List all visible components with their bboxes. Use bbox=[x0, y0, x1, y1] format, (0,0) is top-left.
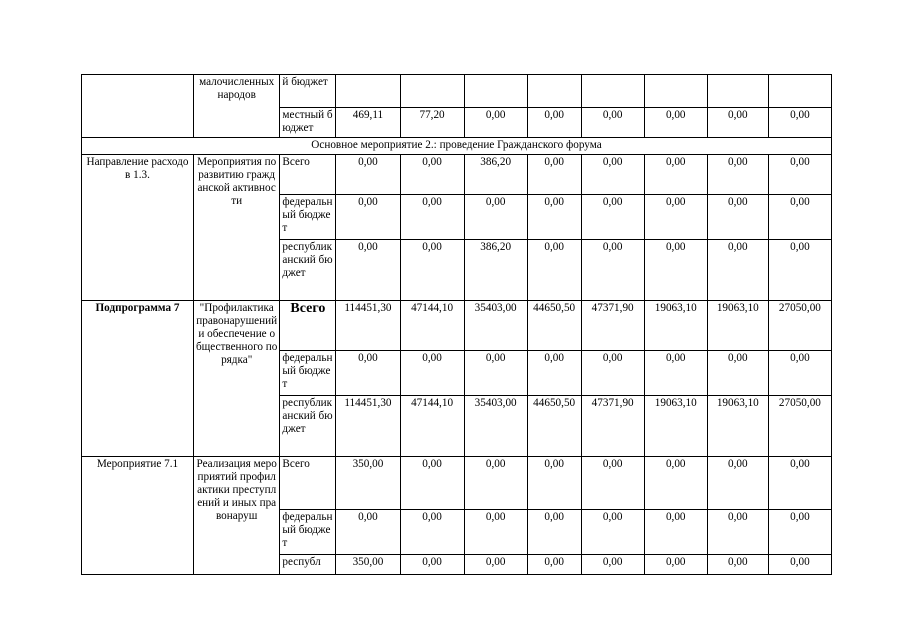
section-title: Основное мероприятие 2.: проведение Гражданского форума bbox=[82, 138, 832, 155]
source-cell: Всего bbox=[280, 301, 336, 351]
value-cell: 47371,90 bbox=[581, 396, 644, 457]
value-cell: 19063,10 bbox=[644, 301, 707, 351]
source-cell: республиканский бюджет bbox=[280, 240, 336, 301]
table-row bbox=[82, 155, 832, 195]
value-cell: 0,00 bbox=[464, 195, 527, 240]
source-cell: Всего bbox=[280, 155, 336, 195]
value-cell: 386,20 bbox=[464, 240, 527, 301]
value-cell: 47144,10 bbox=[400, 301, 464, 351]
value-cell: 0,00 bbox=[707, 195, 768, 240]
value-cell: 0,00 bbox=[336, 510, 400, 555]
value-cell: 0,00 bbox=[400, 195, 464, 240]
name-cell: Мероприятия по развитию гражданской активности bbox=[193, 155, 279, 301]
value-cell: 0,00 bbox=[644, 457, 707, 510]
table-row bbox=[82, 457, 832, 510]
value-cell: 44650,50 bbox=[527, 396, 581, 457]
source-cell: Всего bbox=[280, 457, 336, 510]
value-cell: 0,00 bbox=[400, 457, 464, 510]
value-cell: 0,00 bbox=[707, 457, 768, 510]
source-cell: федеральный бюджет bbox=[280, 195, 336, 240]
value-cell: 0,00 bbox=[527, 240, 581, 301]
value-cell: 0,00 bbox=[336, 155, 400, 195]
value-cell: 0,00 bbox=[581, 510, 644, 555]
value-cell: 0,00 bbox=[581, 108, 644, 138]
value-cell: 0,00 bbox=[707, 510, 768, 555]
value-cell: 0,00 bbox=[768, 155, 831, 195]
value-cell: 0,00 bbox=[644, 108, 707, 138]
value-cell: 0,00 bbox=[707, 155, 768, 195]
value-cell: 0,00 bbox=[581, 351, 644, 396]
budget-table bbox=[81, 74, 832, 575]
value-cell: 350,00 bbox=[336, 457, 400, 510]
value-cell bbox=[464, 75, 527, 108]
value-cell: 0,00 bbox=[644, 195, 707, 240]
value-cell: 0,00 bbox=[707, 108, 768, 138]
table-row bbox=[82, 301, 832, 351]
value-cell bbox=[768, 75, 831, 108]
name-cell: Реализация мероприятий профилактики преступлений и иных правонаруш bbox=[193, 457, 279, 575]
value-cell: 0,00 bbox=[581, 240, 644, 301]
value-cell bbox=[644, 75, 707, 108]
level-cell: Направление расходов 1.3. bbox=[82, 155, 194, 301]
value-cell bbox=[581, 75, 644, 108]
value-cell: 0,00 bbox=[707, 555, 768, 575]
value-cell bbox=[707, 75, 768, 108]
source-cell: федеральный бюджет bbox=[280, 510, 336, 555]
value-cell: 0,00 bbox=[527, 108, 581, 138]
value-cell: 350,00 bbox=[336, 555, 400, 575]
value-cell: 0,00 bbox=[527, 510, 581, 555]
value-cell: 386,20 bbox=[464, 155, 527, 195]
table-row bbox=[82, 75, 832, 108]
level-cell: Подпрограмма 7 bbox=[82, 301, 194, 457]
value-cell: 0,00 bbox=[707, 240, 768, 301]
value-cell: 0,00 bbox=[644, 351, 707, 396]
value-cell: 114451,30 bbox=[336, 396, 400, 457]
level-cell bbox=[82, 75, 194, 138]
value-cell: 0,00 bbox=[527, 555, 581, 575]
value-cell bbox=[336, 75, 400, 108]
value-cell: 0,00 bbox=[768, 195, 831, 240]
value-cell: 0,00 bbox=[644, 555, 707, 575]
value-cell: 0,00 bbox=[644, 510, 707, 555]
value-cell: 19063,10 bbox=[707, 301, 768, 351]
value-cell: 0,00 bbox=[400, 351, 464, 396]
value-cell: 47371,90 bbox=[581, 301, 644, 351]
value-cell: 0,00 bbox=[464, 351, 527, 396]
value-cell: 0,00 bbox=[768, 555, 831, 575]
value-cell: 0,00 bbox=[581, 195, 644, 240]
value-cell: 0,00 bbox=[464, 457, 527, 510]
source-cell: й бюджет bbox=[280, 75, 336, 108]
value-cell: 0,00 bbox=[464, 108, 527, 138]
value-cell: 0,00 bbox=[527, 155, 581, 195]
value-cell: 0,00 bbox=[464, 555, 527, 575]
value-cell: 27050,00 bbox=[768, 301, 831, 351]
value-cell: 0,00 bbox=[707, 351, 768, 396]
value-cell: 44650,50 bbox=[527, 301, 581, 351]
value-cell: 35403,00 bbox=[464, 396, 527, 457]
value-cell: 0,00 bbox=[336, 195, 400, 240]
section-row bbox=[82, 138, 832, 155]
value-cell bbox=[527, 75, 581, 108]
value-cell: 0,00 bbox=[644, 240, 707, 301]
value-cell: 0,00 bbox=[581, 555, 644, 575]
value-cell: 0,00 bbox=[768, 240, 831, 301]
source-cell: республ bbox=[280, 555, 336, 575]
value-cell: 77,20 bbox=[400, 108, 464, 138]
value-cell: 0,00 bbox=[400, 510, 464, 555]
value-cell: 0,00 bbox=[336, 240, 400, 301]
value-cell: 0,00 bbox=[400, 555, 464, 575]
value-cell: 0,00 bbox=[768, 108, 831, 138]
value-cell: 0,00 bbox=[581, 155, 644, 195]
source-cell: федеральный бюджет bbox=[280, 351, 336, 396]
value-cell: 19063,10 bbox=[707, 396, 768, 457]
value-cell: 114451,30 bbox=[336, 301, 400, 351]
value-cell: 47144,10 bbox=[400, 396, 464, 457]
name-cell: малочисленных народов bbox=[193, 75, 279, 138]
value-cell: 0,00 bbox=[768, 457, 831, 510]
source-cell: республиканский бюджет bbox=[280, 396, 336, 457]
source-cell: местный бюджет bbox=[280, 108, 336, 138]
value-cell: 469,11 bbox=[336, 108, 400, 138]
value-cell: 0,00 bbox=[581, 457, 644, 510]
name-cell: "Профилактика правонарушений и обеспечение общественного порядка" bbox=[193, 301, 279, 457]
value-cell: 27050,00 bbox=[768, 396, 831, 457]
value-cell: 0,00 bbox=[527, 351, 581, 396]
level-cell: Мероприятие 7.1 bbox=[82, 457, 194, 575]
value-cell: 0,00 bbox=[464, 510, 527, 555]
value-cell: 0,00 bbox=[644, 155, 707, 195]
value-cell: 0,00 bbox=[400, 240, 464, 301]
value-cell bbox=[400, 75, 464, 108]
value-cell: 35403,00 bbox=[464, 301, 527, 351]
value-cell: 0,00 bbox=[527, 457, 581, 510]
value-cell: 0,00 bbox=[768, 351, 831, 396]
value-cell: 19063,10 bbox=[644, 396, 707, 457]
value-cell: 0,00 bbox=[400, 155, 464, 195]
value-cell: 0,00 bbox=[527, 195, 581, 240]
value-cell: 0,00 bbox=[336, 351, 400, 396]
value-cell: 0,00 bbox=[768, 510, 831, 555]
